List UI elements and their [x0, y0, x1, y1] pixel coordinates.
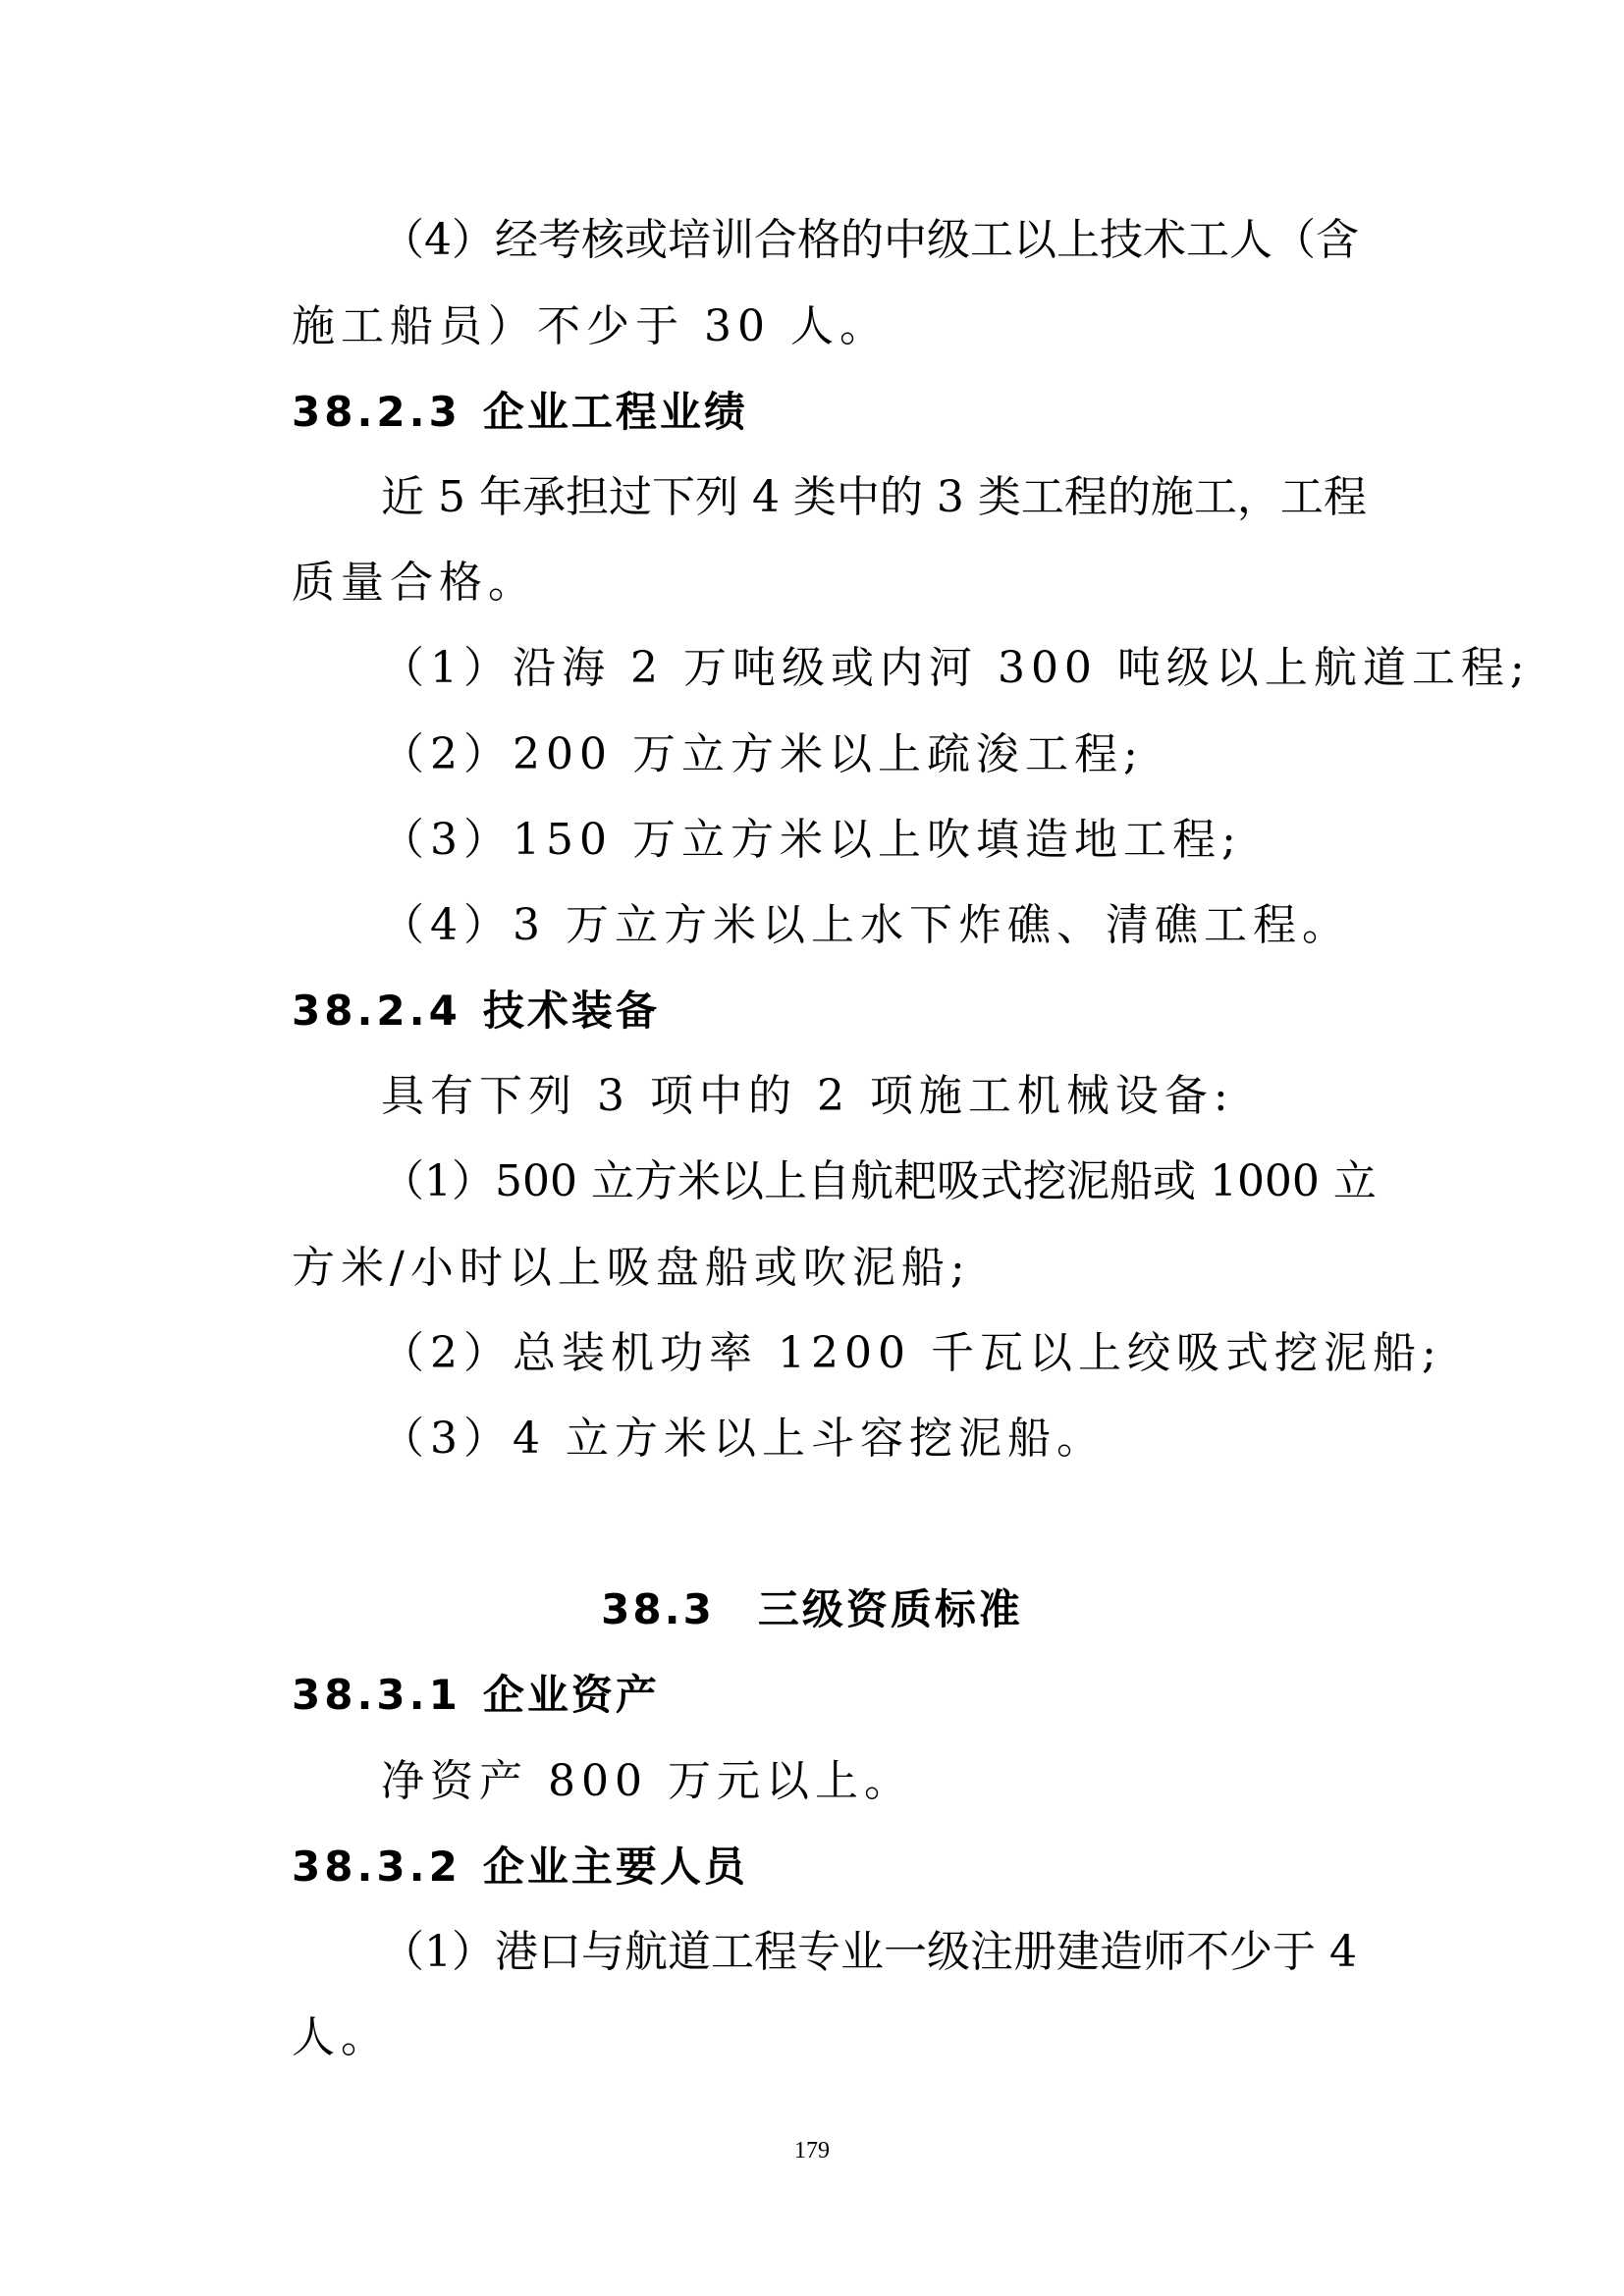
list-item: （3）4 立方米以上斗容挖泥船。	[381, 1414, 1106, 1464]
section-title: 企业工程业绩	[482, 388, 748, 436]
paragraph-line: 具有下列 3 项中的 2 项施工机械设备:	[381, 1071, 1234, 1121]
list-item: （2）总装机功率 1200 千瓦以上绞吸式挖泥船;	[381, 1328, 1442, 1378]
section-title: 三级资质标准	[757, 1585, 1023, 1633]
paragraph-line: 质量合格。	[292, 558, 537, 608]
list-item: （4）3 万立方米以上水下炸礁、清礁工程。	[381, 900, 1351, 950]
section-heading-38-3	[0, 1580, 1624, 1639]
section-heading-38-2-4	[292, 982, 660, 1041]
paragraph-line: 近 5 年承担过下列 4 类中的 3 类工程的施工，工程	[381, 472, 1367, 522]
section-title: 企业主要人员	[482, 1842, 748, 1891]
paragraph-line: 净资产 800 万元以上。	[381, 1756, 913, 1806]
section-number: 38.2.4	[292, 987, 461, 1035]
paragraph-line: 人。	[292, 2012, 390, 2062]
section-number: 38.2.3	[292, 388, 461, 436]
paragraph-line: （4）经考核或培训合格的中级工以上技术工人（含	[381, 215, 1359, 265]
list-item: （1）500 立方米以上自航耙吸式挖泥船或 1000 立	[381, 1156, 1377, 1206]
section-number: 38.3.2	[292, 1842, 461, 1891]
list-item: （3）150 万立方米以上吹填造地工程;	[381, 815, 1242, 865]
section-title: 技术装备	[482, 987, 660, 1035]
section-title: 企业资产	[482, 1671, 660, 1719]
list-item: （2）200 万立方米以上疏浚工程;	[381, 729, 1144, 779]
paragraph-line: 施工船员）不少于 30 人。	[292, 301, 889, 351]
section-number: 38.3.1	[292, 1671, 461, 1719]
list-item: （1）港口与航道工程专业一级注册建造师不少于 4	[381, 1927, 1357, 1977]
section-heading-38-3-2	[292, 1838, 748, 1896]
section-heading-38-3-1	[292, 1666, 660, 1725]
section-heading-38-2-3	[292, 383, 748, 442]
list-item: （1）沿海 2 万吨级或内河 300 吨级以上航道工程;	[381, 643, 1531, 693]
paragraph-line: 方米/小时以上吸盘船或吹泥船;	[292, 1243, 971, 1293]
page-number: 179	[794, 2138, 830, 2163]
section-number: 38.3	[601, 1585, 715, 1633]
